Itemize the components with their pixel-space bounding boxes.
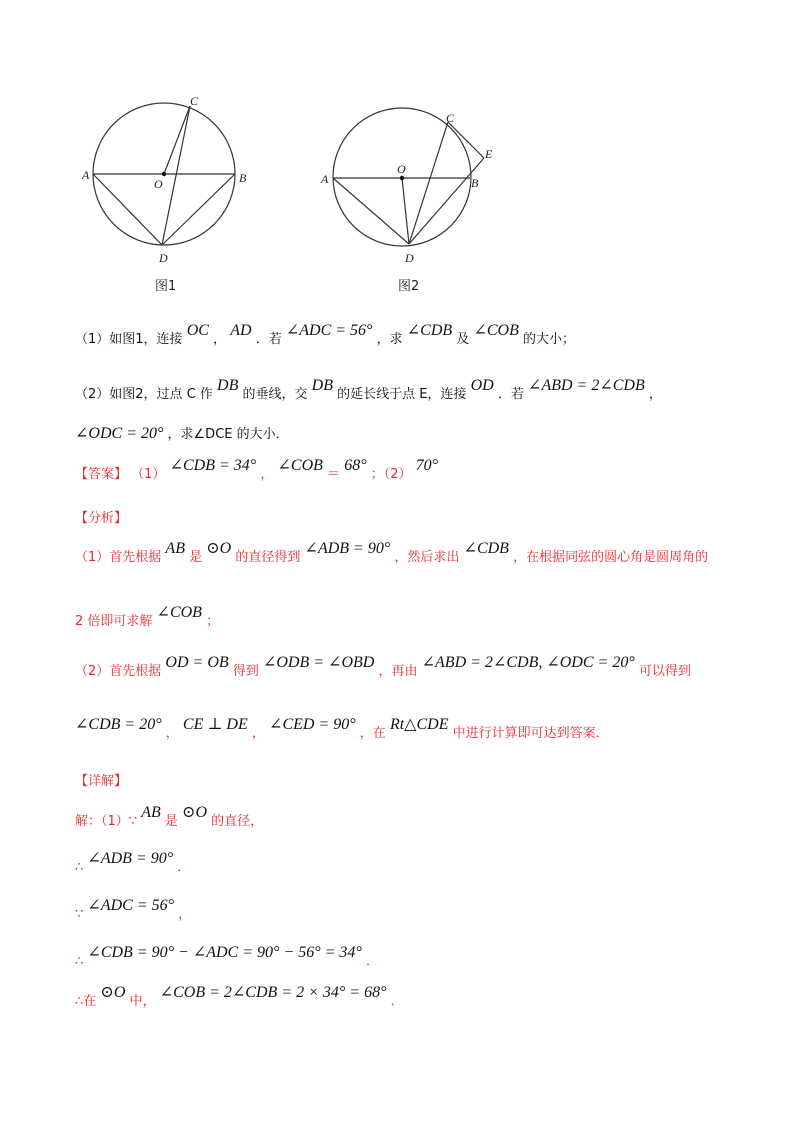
- analysis-line-1: （1）首先根据 AB 是 ⊙O 的直径得到 ∠ADB = 90° ，然后求出 ∠CDB ，在根据同弦的圆心角是圆周角的: [75, 540, 709, 565]
- detail-line-5: ∴在 ⊙O 中， ∠COB = 2∠CDB = 2 × 34° = 68° ．: [75, 984, 404, 1009]
- figure-2-diagram: [318, 92, 508, 277]
- figure-1: [82, 92, 252, 277]
- detail-line-1: 解：（1）∵ AB 是 ⊙O 的直径，: [75, 804, 264, 829]
- detail-line-2: ∴ ∠ADB = 90° ．: [75, 850, 191, 875]
- fig1-label-c: C: [190, 94, 199, 108]
- detail-header: 【详解】: [75, 774, 128, 789]
- fig2-label-c: C: [446, 111, 455, 125]
- fig1-label-d: D: [159, 251, 168, 265]
- fig2-label-o: O: [397, 162, 406, 176]
- fig2-label-e: E: [485, 147, 493, 161]
- figure-2: [318, 92, 508, 277]
- detail-line-4: ∴ ∠CDB = 90° − ∠ADC = 90° − 56° = 34° ．: [75, 944, 379, 969]
- analysis-line-3: （2）首先根据 OD = OB 得到 ∠ODB = ∠OBD ，再由 ∠ABD = 2∠CDB, ∠ODC = 20° 可以得到: [75, 654, 691, 679]
- analysis-line-2: 2 倍即可求解 ∠COB ；: [75, 604, 220, 629]
- fig2-label-a: A: [321, 172, 329, 186]
- answer-line: 【答案】 （1） ∠CDB = 34° ， ∠COB ＝ 68° ；（2） 70°: [75, 457, 439, 482]
- question-2-line-2: ∠ODC = 20° ，求∠DCE 的大小．: [75, 425, 289, 442]
- fig1-label-b: B: [239, 171, 247, 185]
- fig2-label-b: B: [471, 176, 479, 190]
- figure-1-diagram: [82, 92, 252, 277]
- question-2: （2）如图2，过点 C 作 DB 的垂线，交 DB 的延长线于点 E，连接 OD ．若 ∠ABD = 2∠CDB ，: [75, 377, 662, 402]
- detail-line-3: ∵ ∠ADC = 56° ，: [75, 897, 192, 922]
- analysis-header: 【分析】: [75, 511, 128, 526]
- answer-header: 【答案】: [75, 467, 128, 482]
- figure-2-caption: 图2: [398, 279, 420, 294]
- figure-1-caption: 图1: [155, 279, 177, 294]
- fig1-label-a: A: [82, 168, 90, 182]
- analysis-line-4: ∠CDB = 20° ， CE ⊥ DE ， ∠CED = 90° ，在 Rt△CDE 中进行计算即可达到答案．: [75, 716, 609, 741]
- question-1: （1）如图1，连接 OC ， AD ．若 ∠ADC = 56° ，求 ∠CDB 及 ∠COB 的大小；: [75, 322, 576, 347]
- fig2-label-d: D: [405, 251, 414, 265]
- fig1-label-o: O: [154, 177, 163, 191]
